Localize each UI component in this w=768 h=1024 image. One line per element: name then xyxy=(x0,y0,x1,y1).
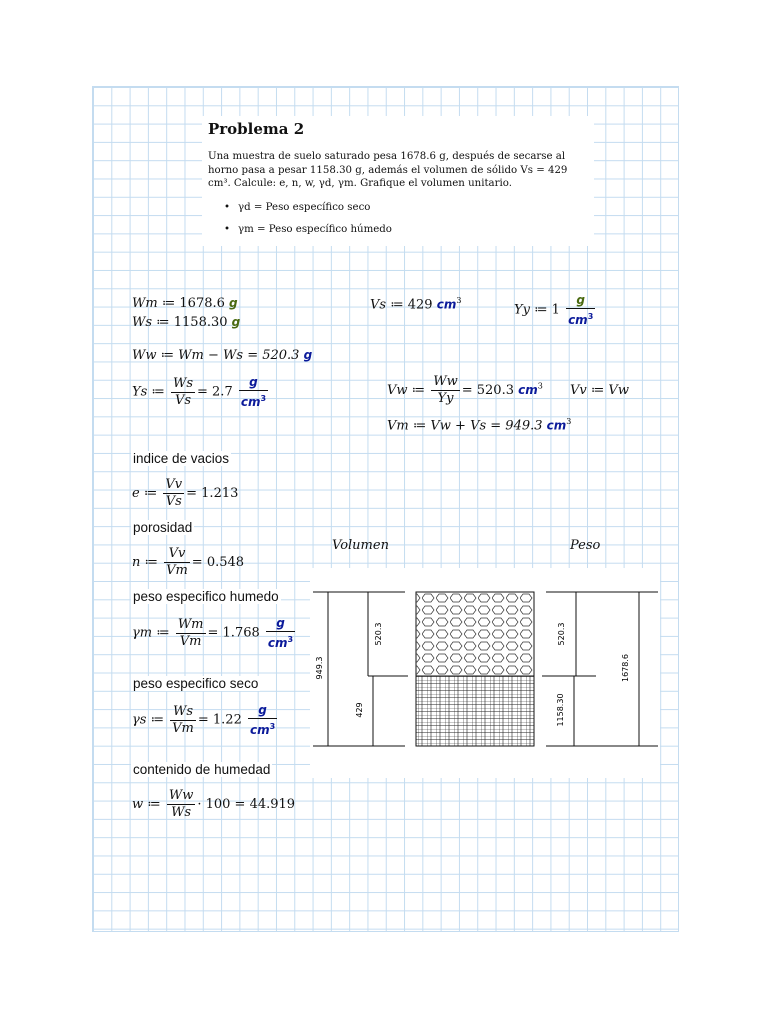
eq-dry-unit-weight: γs ≔ $\frac{Ws}{Vm}$ = 1.22 $\frac{g}{cm^3}$ xyxy=(132,703,276,737)
definition-list xyxy=(224,202,392,246)
eq-wet-unit-weight: γm ≔ $\frac{Wm}{Vm}$ = 1.768 $\frac{g}{cm^3}$ xyxy=(132,616,294,650)
eq-ws: Ws ≔ 1158.30 g xyxy=(132,315,241,330)
phase-diagram-svg xyxy=(310,568,660,778)
vol-water-label: 520.3 xyxy=(374,622,383,646)
label-void-ratio: indice de vacios xyxy=(133,451,230,466)
phase-diagram xyxy=(310,568,660,778)
eq-moisture-content: w ≔ $\frac{Ww}{Ws}$ · 100 = 44.919 xyxy=(132,788,296,820)
volume-dimension-lines xyxy=(313,592,408,746)
eq-porosity: n ≔ $\frac{Vv}{Vm}$ = 0.548 xyxy=(132,546,245,578)
problem-text: Una muestra de suelo saturado pesa 1678.6 g, después de secarse al horno pasa a pesar 1158.30 g, además el volumen de sólido Vs = 429 cm³. Calcule: e, n, w, γd, γm. Grafique el volumen unitario. xyxy=(208,151,568,189)
problem-title: Problema 2 xyxy=(208,120,305,138)
water-phase xyxy=(416,592,534,676)
eq-yy: Yy ≔ 1 $\frac{g}{cm^3}$ xyxy=(514,293,594,327)
eq-wm: Wm ≔ 1678.6 g xyxy=(132,296,238,311)
wt-solid-label: 1158.30 xyxy=(556,693,565,727)
eq-vv: Vv ≔ Vw xyxy=(570,383,629,398)
vol-total-label: 949.3 xyxy=(315,656,324,680)
label-wet-unit-weight: peso especifico humedo xyxy=(133,589,279,604)
vol-solid-label: 429 xyxy=(355,702,364,718)
problem-statement xyxy=(202,116,594,246)
label-moisture-content: contenido de humedad xyxy=(133,762,271,777)
eq-vs: Vs ≔ 429 $cm^3$ xyxy=(370,296,462,313)
definition-wet: • γm = Peso específico húmedo xyxy=(224,224,392,246)
wt-water-label: 520.3 xyxy=(557,622,566,646)
diagram-volume-title: Volumen xyxy=(332,538,389,553)
eq-vw: Vw ≔ $\frac{Ww}{Yy}$ = 520.3 $cm^3$ xyxy=(387,374,543,406)
eq-ys: Ys ≔ $\frac{Ws}{Vs}$ = 2.7 $\frac{g}{cm^3}$ xyxy=(132,375,267,409)
label-porosity: porosidad xyxy=(133,520,193,535)
diagram-weight-title: Peso xyxy=(570,538,601,553)
phase-block xyxy=(416,592,534,746)
wt-total-label: 1678.6 xyxy=(621,654,630,682)
label-dry-unit-weight: peso especifico seco xyxy=(133,676,259,691)
eq-ww: Ww ≔ Wm − Ws = 520.3 g xyxy=(132,348,313,363)
eq-void-ratio: e ≔ $\frac{Vv}{Vs}$ = 1.213 xyxy=(132,477,239,509)
eq-vm: Vm ≔ Vw + Vs = 949.3 $cm^3$ xyxy=(387,417,572,434)
definition-dry: • γd = Peso específico seco xyxy=(224,202,392,224)
solid-phase xyxy=(416,676,534,746)
